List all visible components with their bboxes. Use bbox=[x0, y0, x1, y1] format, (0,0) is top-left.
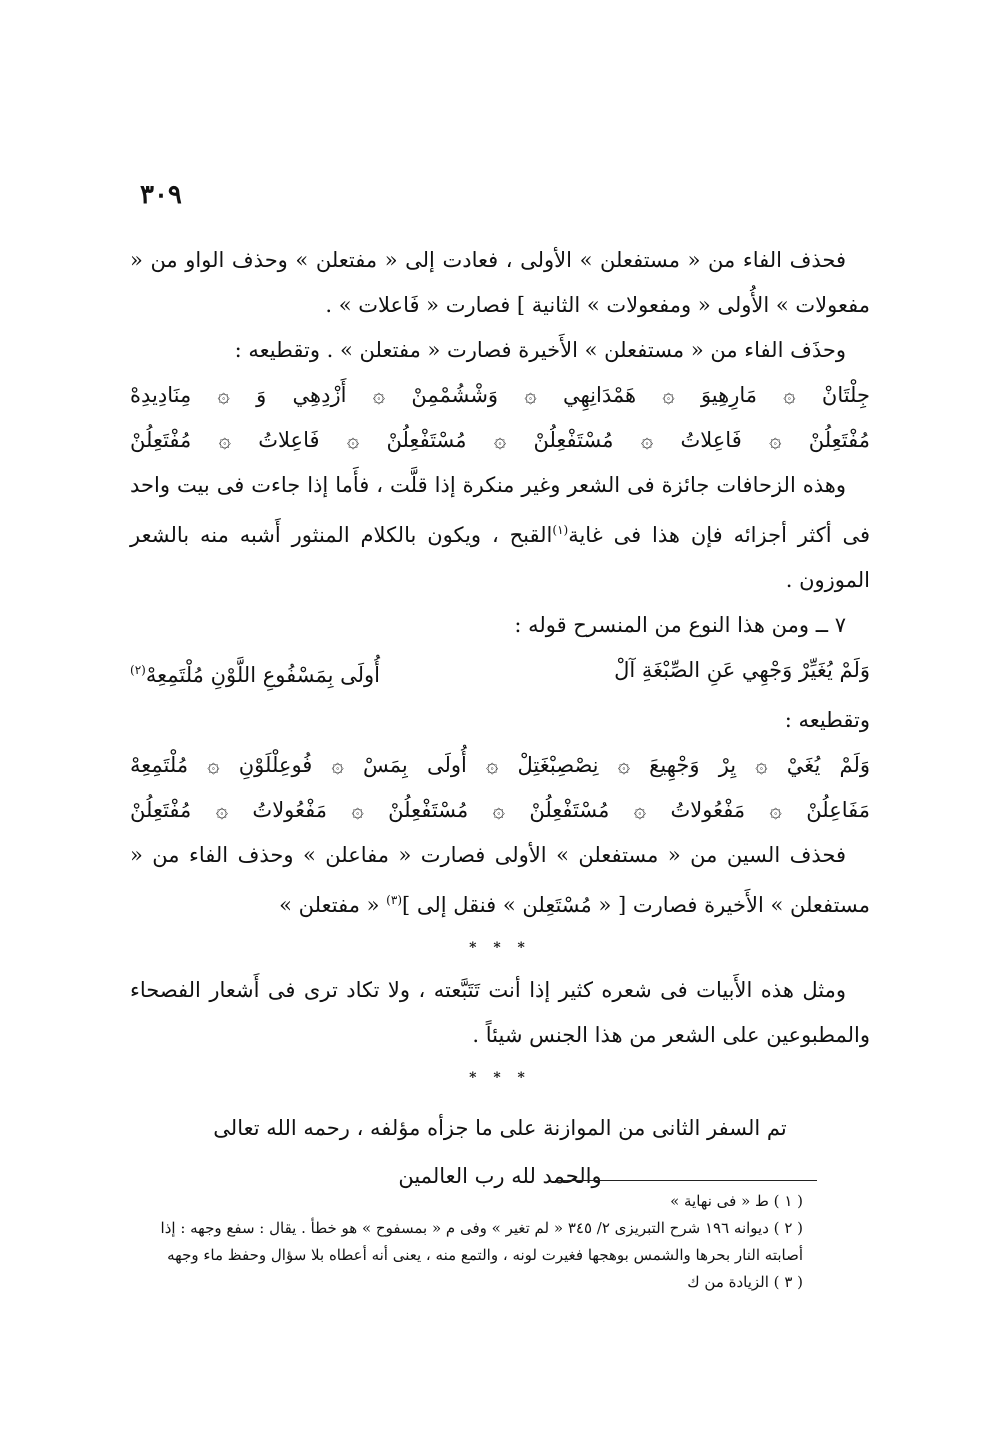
section-separator-2: * * * bbox=[469, 1070, 531, 1086]
footnote-ref-2: (٢) bbox=[130, 663, 146, 677]
section-7-heading: ٧ ــ ومن هذا النوع من المنسرح قوله : bbox=[514, 613, 846, 637]
taqtii-label: وتقطيعه : bbox=[784, 708, 870, 732]
colophon-line-1: تم السفر الثانى من الموازنة على ما جزأه مؤلفه ، رحمه الله تعالى bbox=[213, 1116, 787, 1140]
paragraph-3 bbox=[130, 463, 870, 603]
page-number: ٣٠٩ bbox=[140, 180, 182, 210]
scansion-feet-2: مَفَاعِلُنْ ۞ مَفْعُولاتُ ۞ مُسْتَفْعِلُنْ ۞ مُسْتَفْعِلُنْ ۞ مَفْعُولاتُ ۞ مُفْتَعِلُنْ bbox=[130, 798, 870, 822]
footnote-ref-1: (١) bbox=[552, 523, 569, 537]
footnote-ref-3: (٣) bbox=[386, 893, 402, 907]
paragraph-4 bbox=[130, 833, 870, 928]
paragraph-4-end: « مفتعلن » bbox=[279, 893, 380, 917]
scansion-words-2: وَلَمْ يُغَيْ ۞ يِرْ وَجْهِيعَ ۞ نِصْصِبْغَتِلْ ۞ أُولَى بِمَسْ ۞ فُوعِلْلَوْنِ ۞ مُلْتَمِعِهْ bbox=[130, 753, 870, 777]
paragraph-3-end: القبح ، ويكون بالكلام المنثور أَشبه منه بالشعر الموزون . bbox=[130, 523, 870, 592]
main-text bbox=[130, 238, 870, 1200]
scansion-feet-1: مُفْتَعِلُنْ ۞ فَاعِلاتُ ۞ مُسْتَفْعِلُنْ ۞ مُسْتَفْعِلُنْ ۞ فَاعِلاتُ ۞ مُفْتَعِلُنْ bbox=[130, 428, 870, 452]
paragraph-1: فحذف الفاء من « مستفعلن » الأولى ، فعادت إلى « مفتعلن » وحذف الواو من « مفعولات » الأُولى « ومفعولات » الثانية ] فصارت « فَاعلات » . bbox=[130, 248, 870, 317]
footnote-1: ( ١ ) ط « فى نهاية » bbox=[670, 1192, 803, 1210]
verse-line bbox=[130, 648, 870, 698]
paragraph-3-text: وهذه الزحافات جائزة فى الشعر وغير منكرة إذا قلَّت ، فأَما إذا جاءت فى بيت واحد فى أكثر أجزائه فإن هذا فى غاية bbox=[130, 473, 870, 547]
paragraph-5: ومثل هذه الأَبيات فى شعره كثير إذا أنت تَتَبَّعته ، ولا تكاد ترى فى أَشعار الفصحاء والمطبوعين على الشعر من هذا الجنس شيئاً . bbox=[130, 978, 870, 1047]
paragraph-4-text: فحذف السين من « مستفعلن » الأولى فصارت « مفاعلن » وحذف الفاء من « مستفعلن » الأَخيرة فصارت [ « مُسْتَعِلن » فنقل إلى ] bbox=[130, 843, 870, 917]
footnotes bbox=[125, 1188, 817, 1296]
verse-hemistich-1: وَلَمْ يُغَيِّرْ وَجْهِي عَنِ الصِّبْغَةِ آلْ bbox=[614, 658, 870, 682]
footnote-divider bbox=[555, 1180, 817, 1181]
verse-hemistich-2: أُولَى بِمَسْفُوعِ اللَّوْنِ مُلْتَمِعِهْ bbox=[145, 663, 380, 687]
colophon bbox=[130, 1104, 870, 1200]
colophon-line-2: والحمد لله رب العالمين bbox=[398, 1164, 602, 1188]
footnote-2: ( ٢ ) ديوانه ١٩٦ شرح التبريزى ٢/ ٣٤٥ « لم تغير » وفى م « بمسفوح » هو خطأ . يقال : سفع وجهه : إذا أصابته النار بحرها والشمس بوهجها فغيرت لونه ، والتمع منه ، يعنى أنه أعطاه بلا سؤال وحفظ ماء وجهه bbox=[160, 1219, 803, 1264]
footnote-3: ( ٣ ) الزيادة من ك bbox=[687, 1273, 803, 1291]
section-separator-1: * * * bbox=[469, 940, 531, 956]
verse-hemistich-2-wrap bbox=[130, 648, 380, 698]
scansion-words-1: جِلْتَانْ ۞ مَارِهِيوَ ۞ هَمْدَانِهِي ۞ وَشْشُمْمِنْ ۞ أَزْدِهِي وَ ۞ مِنَادِيدِهْ bbox=[130, 383, 870, 407]
paragraph-2: وحذَف الفاء من « مستفعلن » الأَخيرة فصارت « مفتعلن » . وتقطيعه : bbox=[234, 338, 846, 362]
